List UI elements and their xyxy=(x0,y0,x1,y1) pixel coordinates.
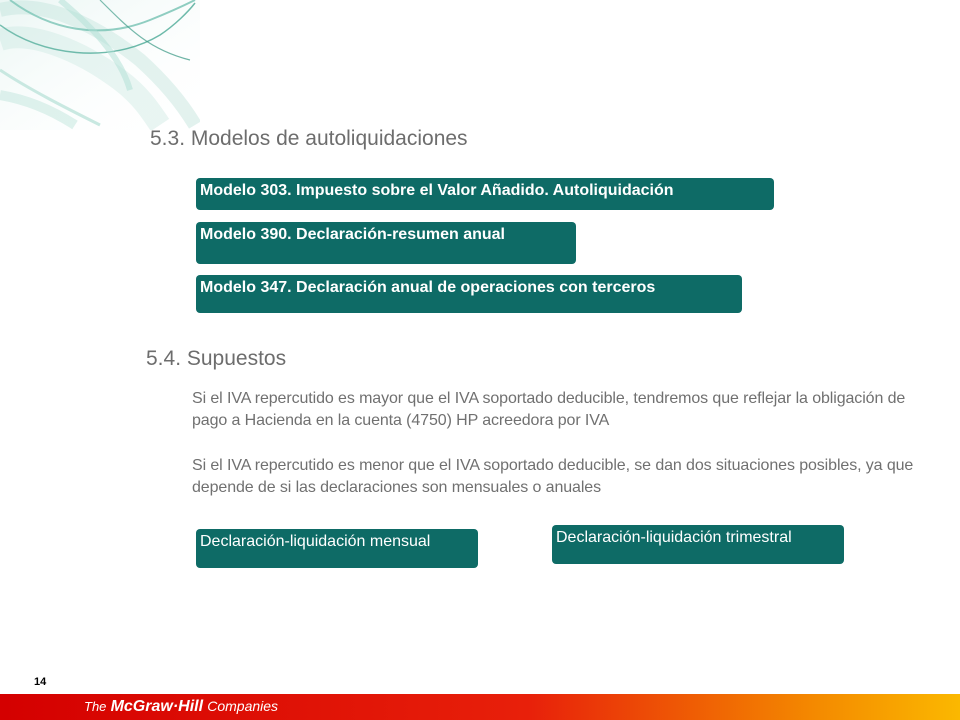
declaracion-mensual-box: Declaración-liquidación mensual xyxy=(196,529,478,568)
decorative-swirl-image xyxy=(0,0,200,130)
declaracion-trimestral-box: Declaración-liquidación trimestral xyxy=(552,525,844,564)
logo-brand: McGraw·Hill xyxy=(110,698,204,715)
modelo-347-box: Modelo 347. Declaración anual de operaciones con terceros xyxy=(196,275,742,313)
modelo-303-box: Modelo 303. Impuesto sobre el Valor Añadido. Autoliquidación xyxy=(196,178,774,210)
section-heading-5-4: 5.4. Supuestos xyxy=(146,347,287,370)
logo-the: The xyxy=(84,699,107,714)
logo-companies: Companies xyxy=(207,698,279,714)
mcgraw-hill-logo xyxy=(84,698,278,716)
paragraph-iva-menor: Si el IVA repercutido es menor que el IVA soportado deducible, se dan dos situaciones posibles, ya que depende de si las declaraciones son mensuales o anuales xyxy=(192,457,914,496)
section-heading-5-3: 5.3. Modelos de autoliquidaciones xyxy=(150,127,468,150)
paragraph-iva-mayor: Si el IVA repercutido es mayor que el IVA soportado deducible, tendremos que reflejar la obligación de pago a Hacienda en la cuenta (4750) HP acreedora por IVA xyxy=(192,390,906,429)
page-number: 14 xyxy=(34,676,47,688)
modelo-390-box: Modelo 390. Declaración-resumen anual xyxy=(196,222,576,264)
